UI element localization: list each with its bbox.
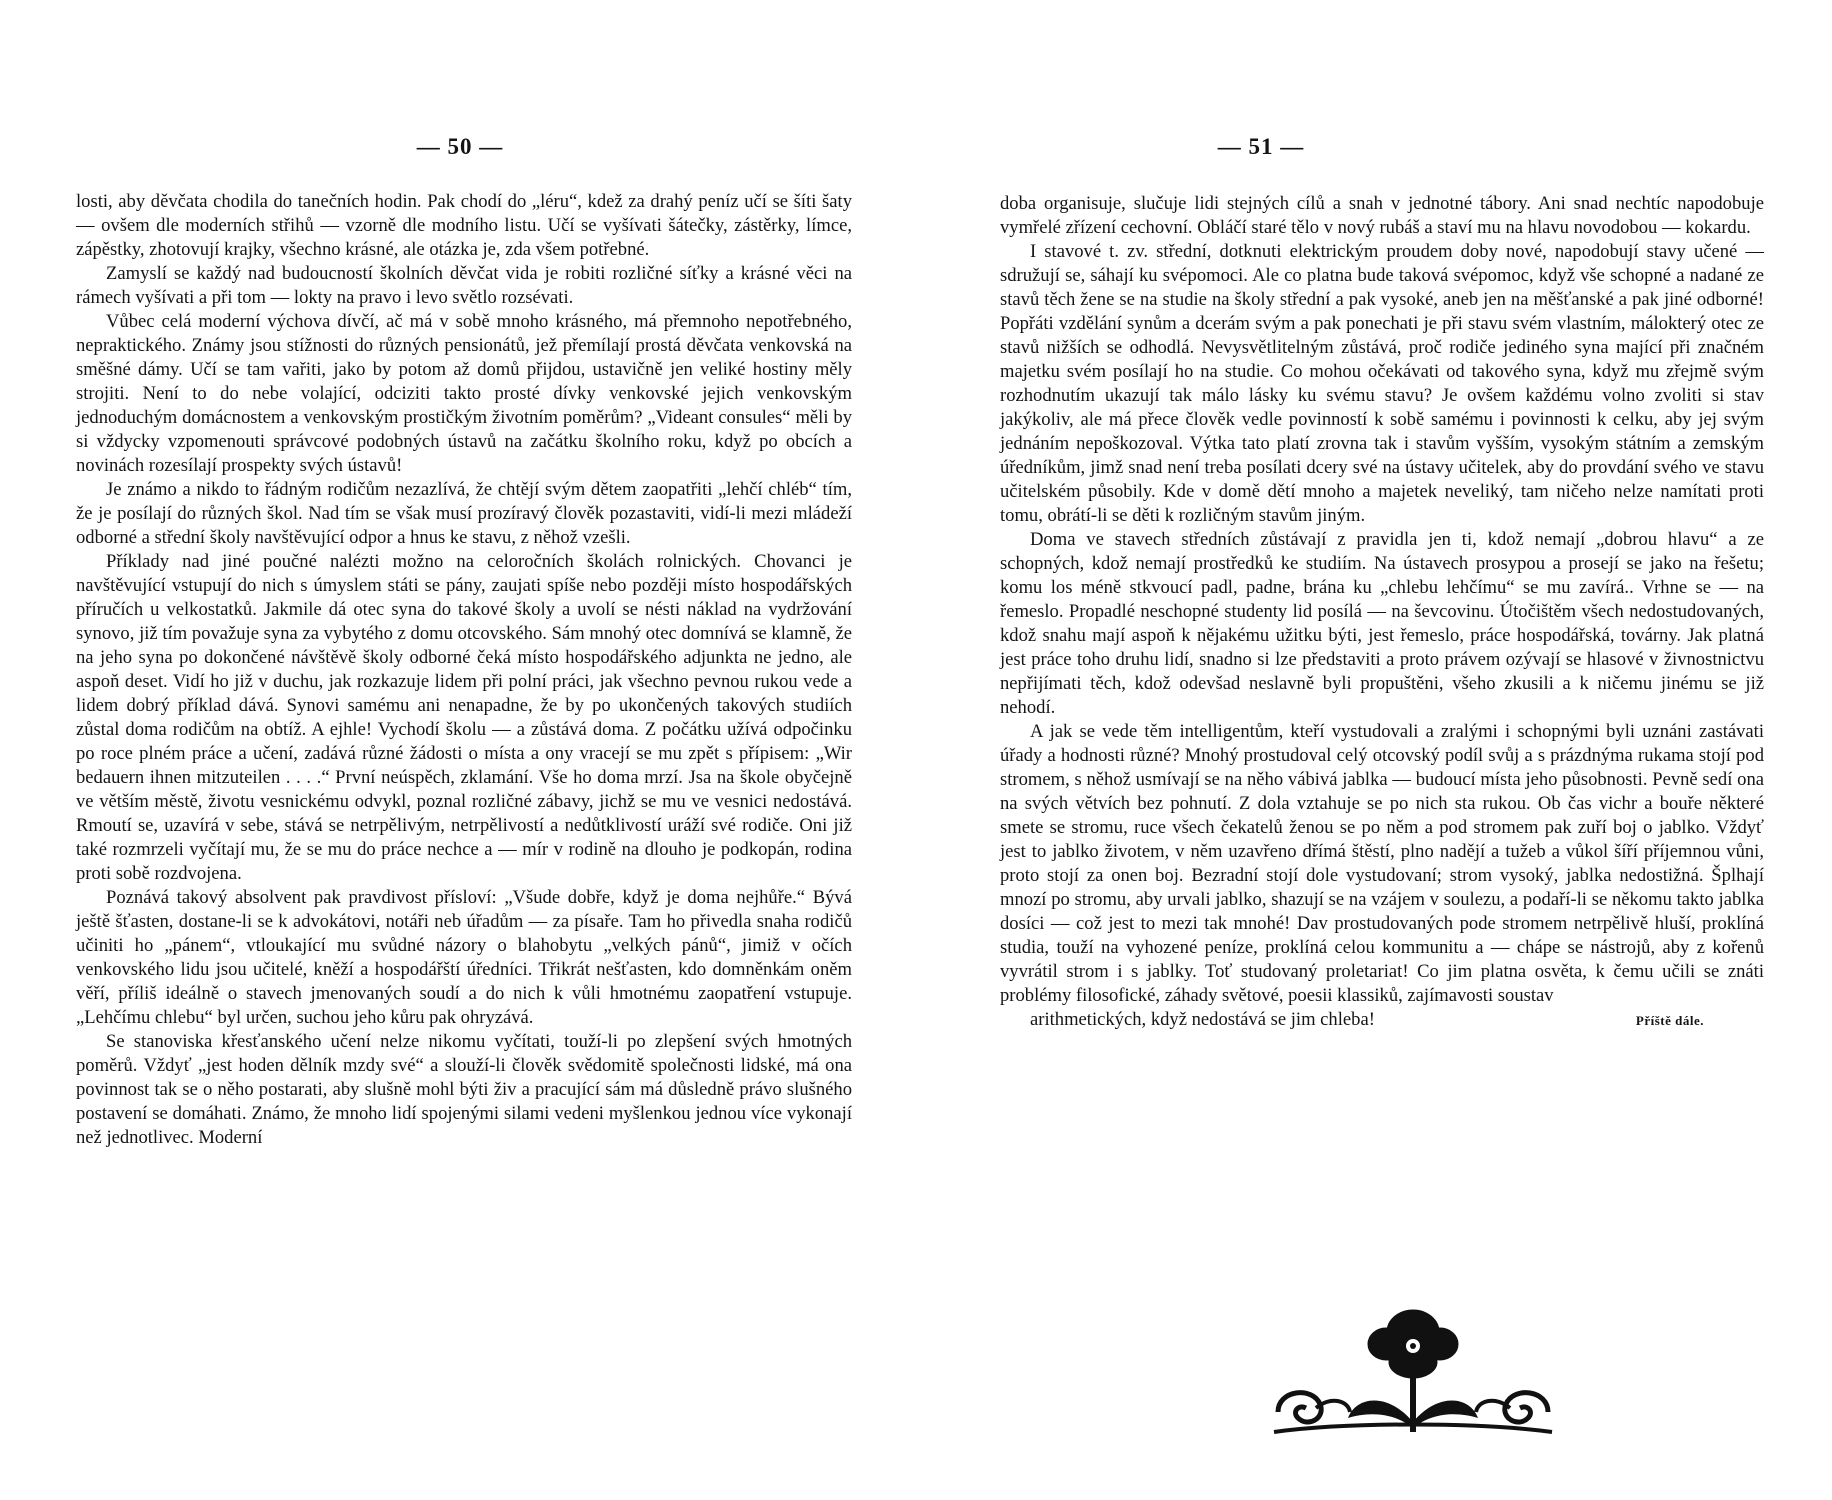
paragraph: I stavové t. zv. střední, dotknuti elektrickým proudem doby nové, napodobují stavy učené — sdružují se, sáhají ku svépomoci. Ale co platna bude taková svépomoc, když vše schopné a nadané ze stavů těch žene se na studie na školy střední a pak vysoké, aneb jen na měšťanské a pak jiné odborné! Popřáti vzdělání synům a dcerám svým a pak ponechati je při stavu svém vlastním, málokterý otec ze stavů nižších se odhodlá. Nevysvětlitelným zůstává, proč rodiče jediného syna mající při značném majetku svém posílají ho na studie. Co mohou očekávati od takového syna, když mu zřejmě svým rozhodnutím ukazují tak málo lásky ku svému stavu? Je ovšem každému volno zvoliti si stav jakýkoliv, ale má přece člověk vedle povinností k sobě samému i povinnosti k celku, aby jej svým jednáním nepoškozoval. Výtka tato platí zrovna tak i stavům vyšším, vysokým státním a zemským úředníkům, jimž snad není treba posílati dcery své na ústavy učitelek, aby do provdání svého ve stavu učitelském působily. Kde v domě dětí mnoho a majetek neveliký, tam ničeho nelze namítati proti tomu, obrátí-li se děti k rozličným stavům jiným. <box>1000 241 1764 526</box>
page-number-right: — 51 — <box>1217 134 1305 159</box>
closing-line-text: arithmetických, když nedostává se jim chleba! <box>1030 1009 1375 1030</box>
paragraph: Je známo a nikdo to řádným rodičům nezazlívá, že chtějí svým dětem zaopatřiti „lehčí chléb“ tím, že je posílají do různých škol. Nad tím se však musí prozíravý člověk pozastaviti, vidí-li mezi mládeží odborné a střední školy navštěvující odpor a hnus ke stavu, z něhož vzešli. <box>76 479 852 548</box>
paragraph: losti, aby děvčata chodila do tanečních hodin. Pak chodí do „léru“, kdež za drahý peníz učí se šíti šaty — ovšem dle moderních střihů — vzorně dle modního listu. Učí se vyšívati šátečky, zástěrky, límce, zápěstky, zhotovují krajky, všechno krásné, ale otázka je, zda všem potřebné. <box>76 191 852 260</box>
paragraph: Zamyslí se každý nad budoucností školních děvčat vida je robiti rozličné síťky a krásné věci na rámech vyšívati a při tom — lokty na pravo i levo světlo rozsévati. <box>76 263 852 308</box>
pansy-flower-ornament-icon <box>1268 1300 1558 1450</box>
closing-line <box>1000 1008 1764 1033</box>
paragraph: Příklady nad jiné poučné nalézti možno na celoročních školách rolnických. Chovanci je navštěvující vstupují do nich s úmyslem státi se pány, zaujati spíše nebo později místo hospodářských příručích u velkostatků. Jakmile dá otec syna do takové školy a uvolí se nésti náklad na vydržování synovo, již tím považuje syna za vybytého z domu otcovského. Sám mnohý otec domnívá se klamně, že na jeho syna po dokončené návštěvě školy odborné čeká místo hospodářského adjunkta ne jedno, ale aspoň deset. Vidí ho již v duchu, jak rozkazuje lidem při polní práci, jak všechno pevnou rukou vede a lidem dobrý příklad dává. Synovi samému ani nenapadne, že by po ukončených takových studiích zůstal doma rodičům na obtíž. A ejhle! Vychodí školu — a zůstává doma. Z počátku užívá odpočinku po roce plném práce a učení, zadává různé žádosti o místa a ony vracejí se mu zpět s přípisem: „Wir bedauern ihnen mitzuteilen . . . .“ První neúspěch, zklamání. Vše ho doma mrzí. Jsa na škole obyčejně ve větším městě, životu vesnickému odvykl, poznal rozličné zábavy, jichž se mu ve vesnici nedostává. Rmoutí se, uzavírá v sebe, stává se netrpělivým, netrpělivostí a nedůtklivostí uráží své rodiče. Oni již také rozmrzeli vyčítají mu, že se mu do práce nechce a — mír v rodině na dlouho je podkopán, rodina proti sobě rozdvojena. <box>76 551 852 884</box>
paragraph: Se stanoviska křesťanského učení nelze nikomu vyčítati, touží-li po zlepšení svých hmotných poměrů. Vždyť „jest hoden dělník mzdy své“ a slouží-li člověk svědomitě společnosti lidské, má ona povinnost tak se o něho postarati, aby slušně mohl býti živ a pracující sám má důsledně právo slušného postavení se domáhati. Známo, že mnoho lidí spojenými silami vedeni myšlenkou jednou více vykonají než jednotlivec. Moderní <box>76 1031 852 1148</box>
paragraph: A jak se vede těm intelligentům, kteří vystudovali a zralými i schopnými byli uznáni zastávati úřady a hodnosti různé? Mnohý prostudoval celý otcovský podíl svůj a s prázdnýma rukama stojí pod stromem, s něhož usmívají se na něho vábivá jablka — budoucí místa jeho působnosti. Pevně sedí ona na svých větvích bez pohnutí. Z dola vztahuje se po nich sta rukou. Ob čas vichr a bouře některé smete se stromu, ruce všech čekatelů ženou se po něm a pod stromem pak zuří boj o jablko. Vždyť jest to jablko životem, v něm uzavřeno dřímá štěstí, plno nadějí a tužeb a vůkol šíří příjemnou vůni, proto stojí za onen boj. Bezradní stojí dole vystudovaní; strom vysoký, jablka nedostižná. Šplhají mnozí po stromu, aby urvali jablko, shazují se na vzájem v soulezu, a podaří-li se někomu takto jablka dosíci — což jest to mezi tak mnohé! Dav prostudovaných pode stromem netrpělivě hluší, proklíná studia, touží na vyhozené peníze, proklíná celou kommunitu a — chápe se nástrojů, aby z kořenů vyvrátil strom i s jablky. Toť studovaný proletariat! Co jim platna osvěta, k čemu učili se znáti problémy filosofické, záhady světové, poesii klassiků, zajímavosti soustav <box>1000 721 1764 1006</box>
left-text-column <box>76 190 852 1150</box>
paragraph: Vůbec celá moderní výchova dívčí, ač má v sobě mnoho krásného, má přemnoho nepotřebného, nepraktického. Známy jsou stížnosti do různých pensionátů, jež přemílají prostá děvčata venkovská na směšné dámy. Učí se tam vařiti, jako by potom až domů přijdou, ustavičně jen veliké hostiny měly strojiti. Není to do nebe volající, odciziti takto prosté dívky venkovské jejich venkovským jednoduchým domácnostem a venkovským prostičkým životním poměrům? „Videant consules“ měli by si vždycky vzpomenouti správcové podobných ústavů na začátku školního roku, když po obcích a novinách rozesílají prospekty svých ústavů! <box>76 311 852 476</box>
paragraph: Poznává takový absolvent pak pravdivost přísloví: „Všude dobře, když je doma nejhůře.“ Bývá ještě šťasten, dostane-li se k advokátovi, notáři neb úřadům — za písaře. Tam ho přivedla snaha rodičů učiniti ho „pánem“, vtloukající mu svůdné názory o blahobytu „velkých pánů“, jimiž v očích venkovského lidu jsou učitelé, kněží a hospodářští úředníci. Třikrát nešťasten, kdo domněnkám oněm věří, příliš ideálně o stavech jmenovaných soudí a do nich k vůli hmotnému zaopatření vstupuje. „Lehčímu chlebu“ byl určen, suchou jeho kůru pak ohryzává. <box>76 887 852 1028</box>
right-text-column <box>1000 192 1764 1033</box>
page-number-left: — 50 — <box>416 134 504 159</box>
continued-note: Příště dále. <box>1635 1013 1704 1028</box>
paragraph: Doma ve stavech středních zůstávají z pravidla jen ti, kdož nemají „dobrou hlavu“ a ze schopných, kdož nemají prostředků ke studiím. Na ústavech prosypou a prosejí se jako na řešetu; komu los méně stkvoucí padl, padne, brána ku „chlebu lehčímu“ se mu zavírá.. Vrhne se — na řemeslo. Propadlé neschopné studenty lid posílá — na ševcovinu. Útočištěm všech nedostudovaných, kdož snahu mají aspoň k nějakému užitku býti, jest řemeslo, práce hospodářská, továrny. Jak platná jest práce toho druhu lidí, snadno si lze představiti a proto právem ozývají se hlasové v živnostnictvu nepřijímati těch, kdož odevšad neslavně byli propuštěni, všeho zkusili a k ničemu jinému se již nehodí. <box>1000 529 1764 718</box>
paragraph: doba organisuje, slučuje lidi stejných cílů a snah v jednotné tábory. Ani snad nechtíc napodobuje vymřelé zřízení cechovní. Obláčí staré tělo v nový rubáš a staví mu na hlavu novodobou — kokardu. <box>1000 193 1764 238</box>
